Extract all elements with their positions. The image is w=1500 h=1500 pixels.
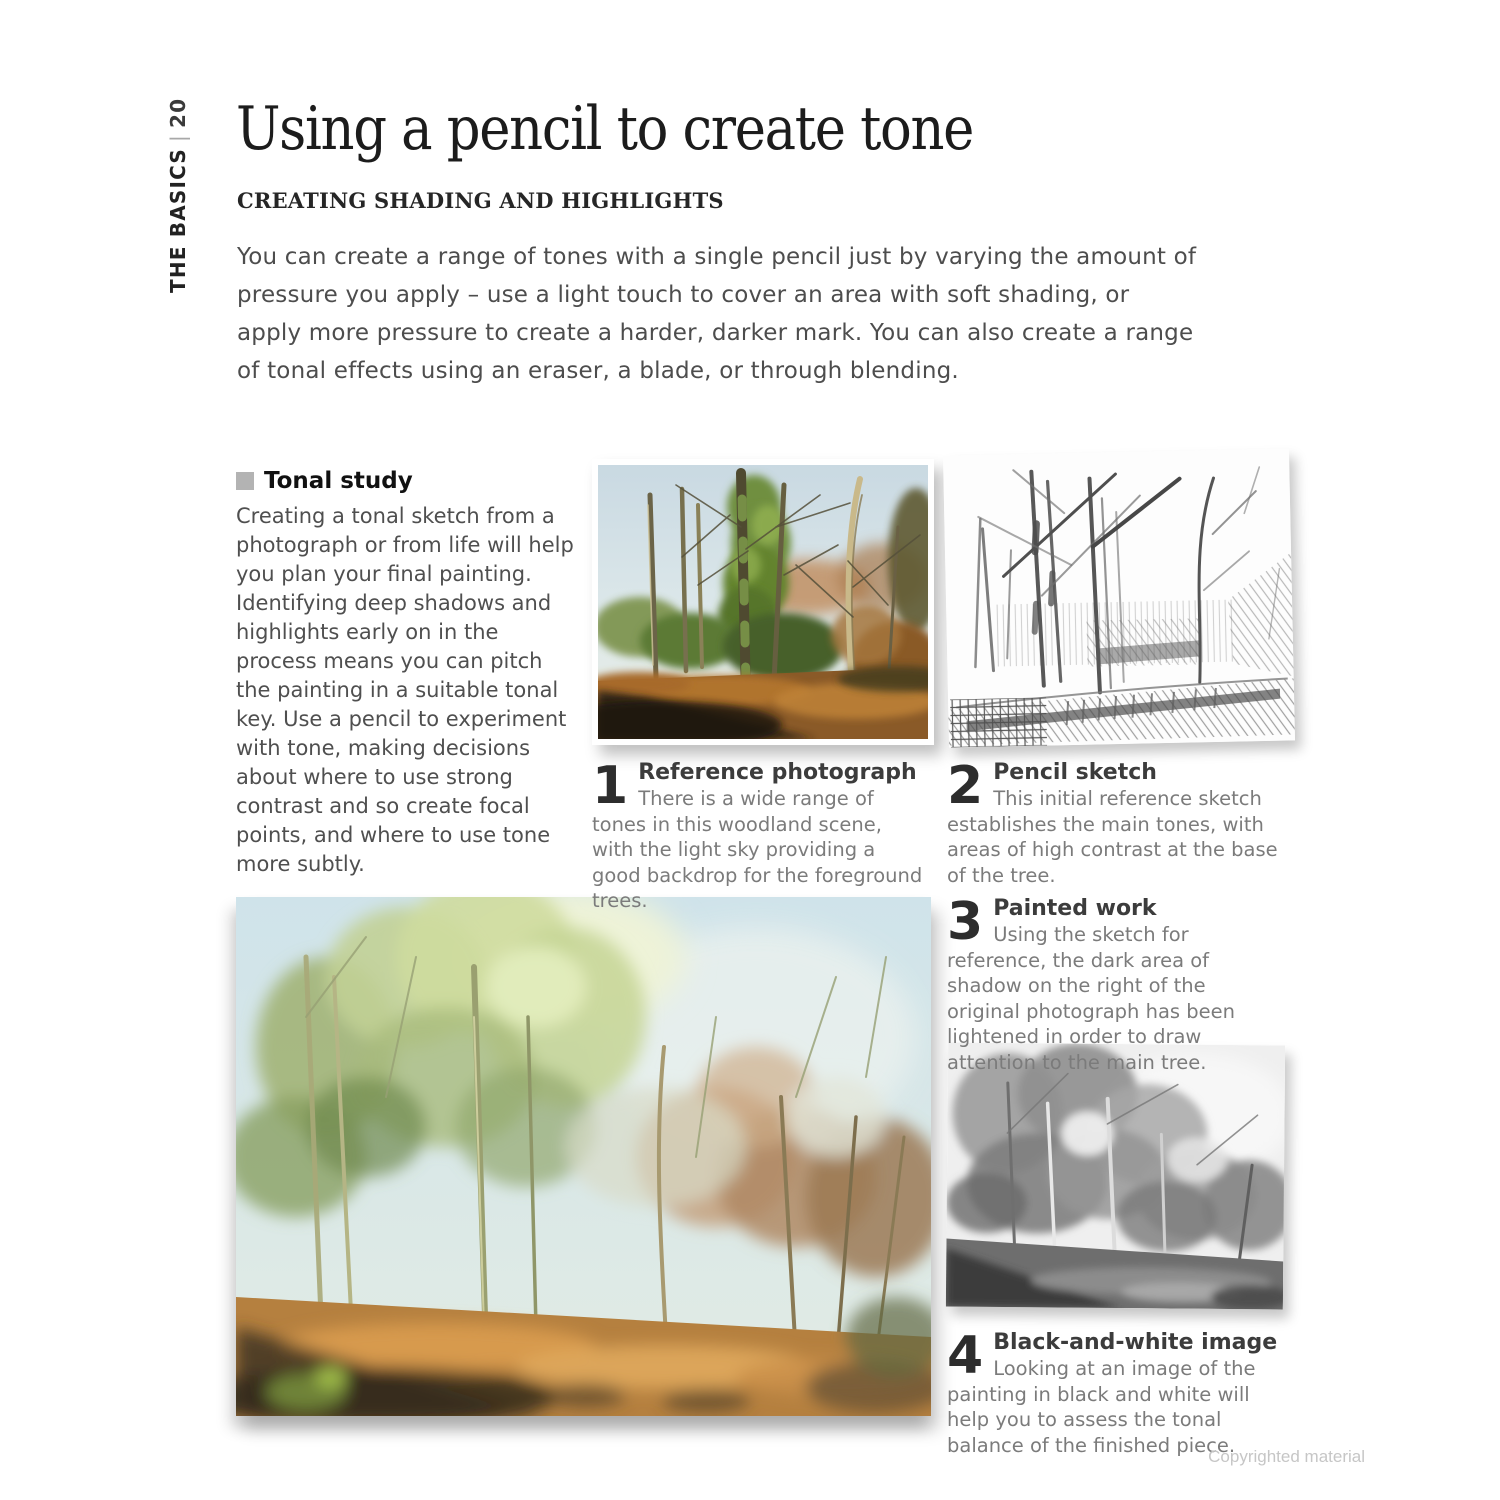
step-caption-2 bbox=[947, 756, 1283, 888]
black-and-white-art bbox=[946, 1043, 1285, 1310]
step-2-number: 2 bbox=[947, 756, 984, 816]
pencil-sketch-art bbox=[943, 448, 1295, 747]
copyright-note: Copyrighted material bbox=[1208, 1447, 1365, 1466]
step-4-heading: Black-and-white image bbox=[993, 1330, 1278, 1355]
painted-work-figure bbox=[236, 897, 931, 1416]
tonal-study-body: Creating a tonal sketch from a photograph or from life will help you plan your final painting. Identifying deep shadows and highlights early on in the process means you can pitch the painting in a suitable tonal key. Use a pencil to experiment with tone, making decisions about where to use strong contrast and so create focal points, and where to use tone more subtly. bbox=[236, 504, 574, 876]
page-subtitle: CREATING SHADING AND HIGHLIGHTS bbox=[237, 188, 724, 213]
intro-paragraph: You can create a range of tones with a single pencil just by varying the amount of pressure you apply – use a light touch to cover an area with soft shading, or apply more pressure to create a harder, darker mark. You can also create a range of tonal effects using an eraser, a blade, or through blending. bbox=[237, 244, 1197, 384]
section-bullet-square bbox=[236, 472, 254, 490]
tonal-study-heading-label: Tonal study bbox=[264, 468, 413, 494]
reference-photo-figure bbox=[592, 459, 934, 745]
step-1-body: There is a wide range of tones in this woodland scene, with the light sky providing a good backdrop for the foreground trees. bbox=[592, 787, 923, 912]
black-and-white-figure bbox=[946, 1043, 1285, 1310]
step-caption-4 bbox=[947, 1326, 1283, 1458]
step-4-number: 4 bbox=[947, 1326, 984, 1386]
step-2-body: This initial reference sketch establishes the main tones, with areas of high contrast at the base of the tree. bbox=[947, 787, 1278, 887]
step-1-number: 1 bbox=[592, 756, 629, 816]
step-2-heading: Pencil sketch bbox=[993, 760, 1157, 785]
pencil-sketch-figure bbox=[943, 448, 1295, 747]
step-3-heading: Painted work bbox=[993, 896, 1157, 921]
step-1-heading: Reference photograph bbox=[638, 760, 917, 785]
step-3-number: 3 bbox=[947, 892, 984, 952]
step-3-body: Using the sketch for reference, the dark area of shadow on the right of the original photograph has been lightened in order to draw attention to the main tree. bbox=[947, 923, 1236, 1074]
page-title: Using a pencil to create tone bbox=[236, 94, 974, 164]
painted-work-art bbox=[236, 897, 931, 1416]
chapter-label: THE BASICS bbox=[166, 147, 190, 293]
tonal-study-heading bbox=[236, 468, 413, 494]
step-caption-1 bbox=[592, 756, 928, 914]
reference-photo-art bbox=[598, 465, 928, 739]
step-4-body: Looking at an image of the painting in black and white will help you to assess the tonal balance of the finished piece. bbox=[947, 1357, 1256, 1457]
step-caption-3 bbox=[947, 892, 1283, 1075]
page-number: 20 bbox=[166, 97, 190, 129]
sidebar-separator: | bbox=[166, 134, 190, 142]
chapter-sidebar bbox=[166, 97, 190, 293]
